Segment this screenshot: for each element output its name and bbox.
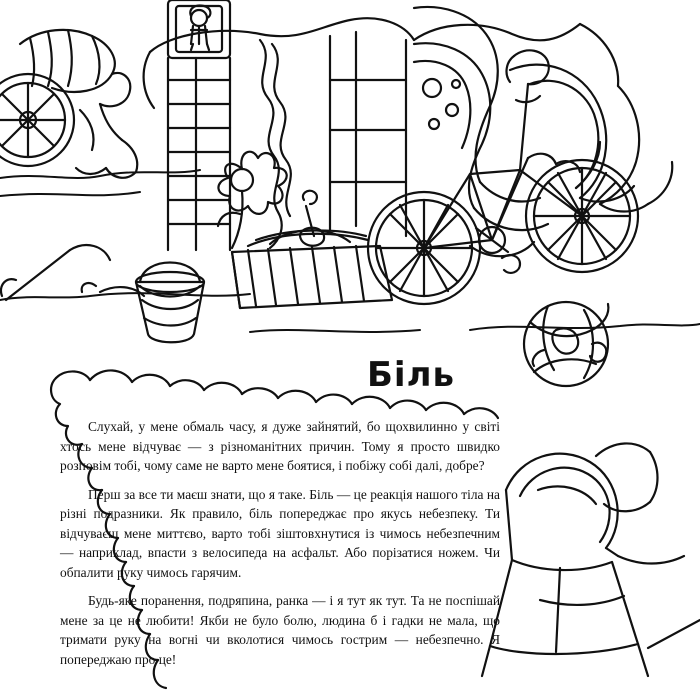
flower (218, 152, 287, 248)
page-title: Біль (367, 355, 455, 395)
sand-bucket (136, 263, 204, 343)
story-text-block (52, 355, 650, 678)
body-column (60, 417, 500, 669)
paragraph: Слухай, у мене обмаль часу, я дуже зайнятий, бо щохвилинно у світі хтось мене відчуває — з різноманітних причин. Тому я просто швидко розповім тобі, чому саме не варто мене боятися, і побіжу собі далі, добре? (60, 419, 500, 473)
climbing-frame (144, 0, 619, 250)
playground-slide (414, 7, 672, 230)
paragraph: Перш за все ти маєш знати, що я таке. Біль — це реакція нашого тіла на різні подразники. Як правило, біль попереджає про якусь небезпеку. Ти відчуваєш мене миттєво, варто тобі зіштовхнутися із чимось небезпечним — наприклад, впасти з велосипеда на асфальт. Або порізатися ножем. Чи обпалити руку чимось гарячим. (60, 486, 500, 580)
wagon-wheel (0, 74, 74, 166)
sandbox (232, 230, 392, 308)
sand-shovel (300, 191, 324, 246)
bicycle (368, 50, 638, 304)
paragraph: Будь-яке поранення, подряпина, ранка — і я тут як тут. Та не поспішай мене за це не любити! Якби не було болю, людина б і гадки не мала, що тримати руку на вогні чи вколотися чимось гострим — небезпечно. Я попереджаю про це! (60, 593, 500, 667)
